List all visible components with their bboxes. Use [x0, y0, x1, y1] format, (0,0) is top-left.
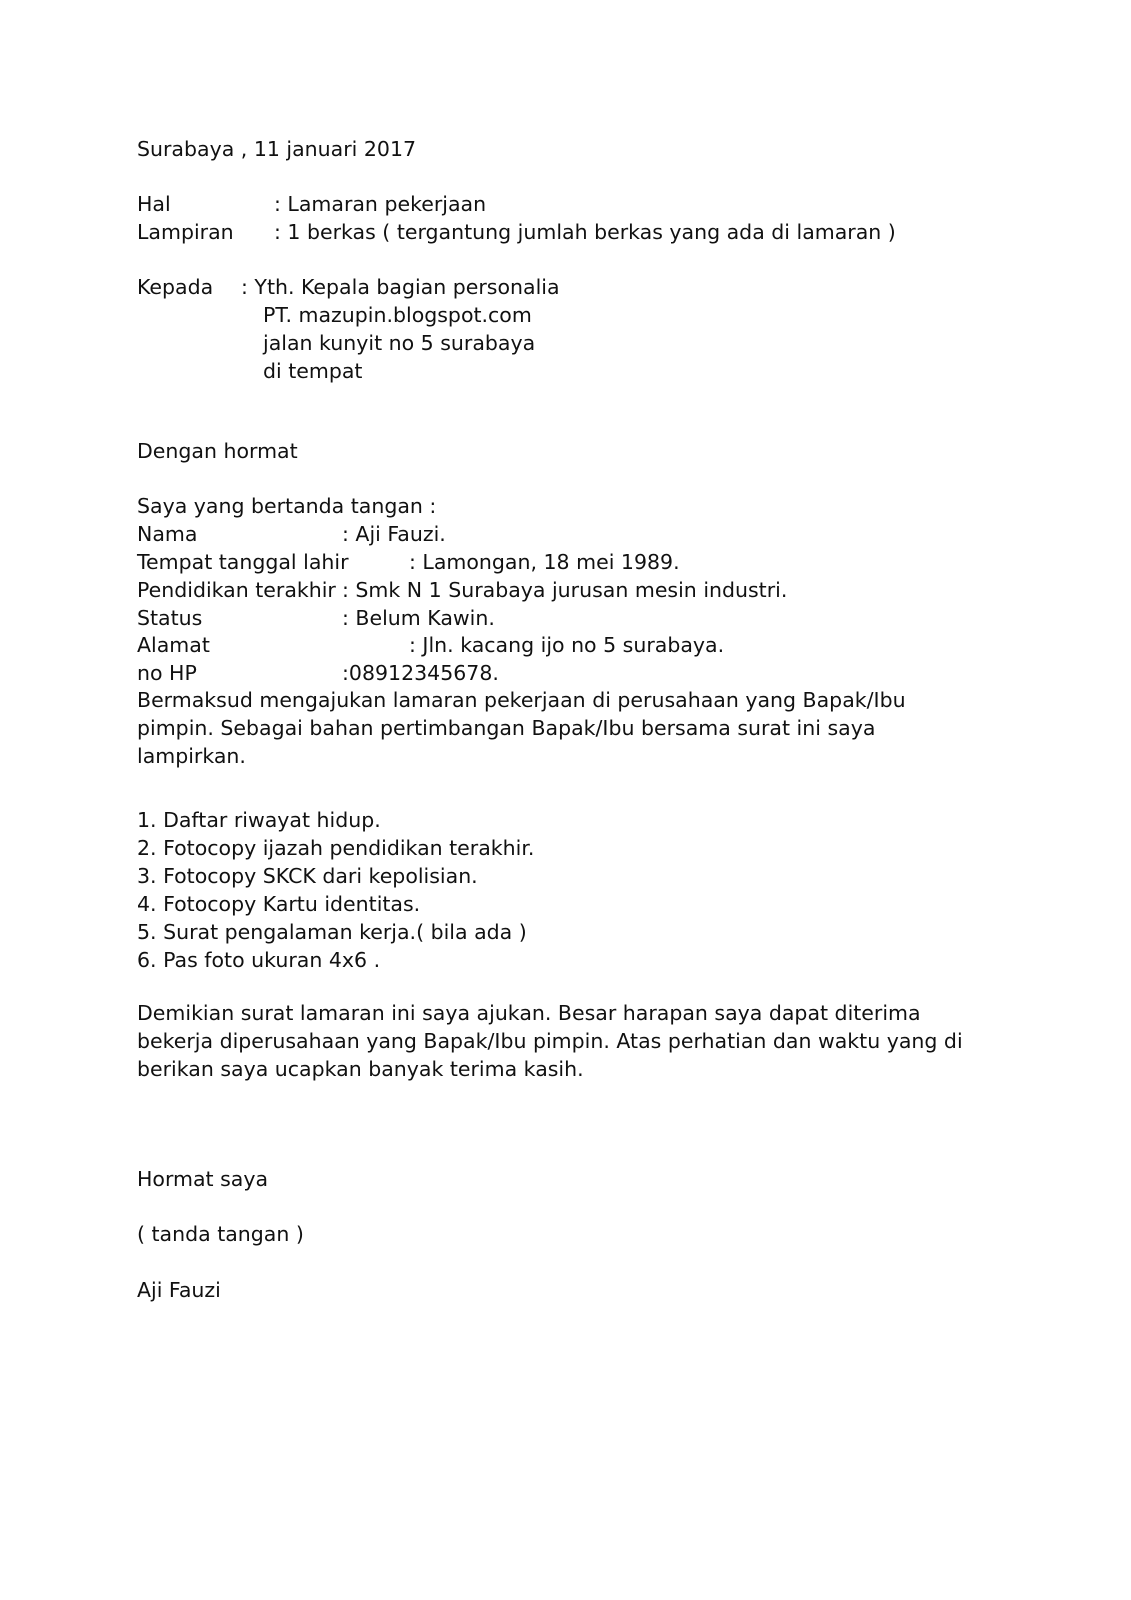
greeting: Dengan hormat [137, 439, 298, 463]
signature-placeholder: ( tanda tangan ) [137, 1222, 304, 1246]
lampiran-value: : 1 berkas ( tergantung jumlah berkas yang ada di lamaran ) [274, 220, 896, 244]
kepada-line: di tempat [263, 359, 363, 383]
closing-paragraph-line: berikan saya ucapkan banyak terima kasih. [137, 1056, 584, 1081]
lampiran-label: Lampiran [137, 220, 234, 244]
hal-value: : Lamaran pekerjaan [274, 192, 487, 216]
closing-paragraph-line: Demikian surat lamaran ini saya ajukan. Besar harapan saya dapat diterima [137, 1001, 921, 1025]
signoff: Hormat saya [137, 1167, 269, 1191]
identity-label-nama: Nama [137, 522, 198, 546]
body-paragraph-line: pimpin. Sebagai bahan pertimbangan Bapak/Ibu bersama surat ini saya [137, 715, 876, 740]
kepada-label: Kepada [137, 275, 214, 299]
kepada-line: : Yth. Kepala bagian personalia [241, 275, 560, 299]
body-paragraph-line: lampirkan. [137, 743, 246, 768]
identity-value-hp: :08912345678. [342, 661, 499, 685]
place-date: Surabaya , 11 januari 2017 [137, 137, 417, 161]
intro-line: Saya yang bertanda tangan : [137, 494, 437, 518]
signer-name: Aji Fauzi [137, 1278, 221, 1302]
list-item: 5. Surat pengalaman kerja.( bila ada ) [137, 920, 527, 944]
list-item: 1. Daftar riwayat hidup. [137, 808, 381, 832]
closing-paragraph-line: bekerja diperusahaan yang Bapak/Ibu pimpin. Atas perhatian dan waktu yang di [137, 1028, 963, 1053]
kepada-line: jalan kunyit no 5 surabaya [263, 331, 536, 355]
identity-value-status: : Belum Kawin. [342, 606, 495, 630]
identity-label-hp: no HP [137, 661, 197, 685]
identity-label-pendidikan: Pendidikan terakhir [137, 578, 336, 602]
identity-value-pendidikan: : Smk N 1 Surabaya jurusan mesin industri. [342, 578, 788, 602]
body-paragraph [137, 687, 997, 770]
body-paragraph-line: Bermaksud mengajukan lamaran pekerjaan di perusahaan yang Bapak/Ibu [137, 688, 906, 712]
identity-value-nama: : Aji Fauzi. [342, 522, 446, 546]
list-item: 4. Fotocopy Kartu identitas. [137, 892, 421, 916]
identity-label-ttl: Tempat tanggal lahir [137, 550, 349, 574]
identity-label-alamat: Alamat [137, 633, 210, 657]
hal-label: Hal [137, 192, 171, 216]
identity-label-status: Status [137, 606, 203, 630]
list-item: 6. Pas foto ukuran 4x6 . [137, 948, 381, 972]
identity-value-alamat: : Jln. kacang ijo no 5 surabaya. [409, 633, 725, 657]
kepada-line: PT. mazupin.blogspot.com [263, 303, 532, 327]
list-item: 3. Fotocopy SKCK dari kepolisian. [137, 864, 478, 888]
attachment-list [137, 806, 534, 974]
identity-value-ttl: : Lamongan, 18 mei 1989. [409, 550, 680, 574]
closing-paragraph [137, 1000, 997, 1083]
list-item: 2. Fotocopy ijazah pendidikan terakhir. [137, 836, 535, 860]
